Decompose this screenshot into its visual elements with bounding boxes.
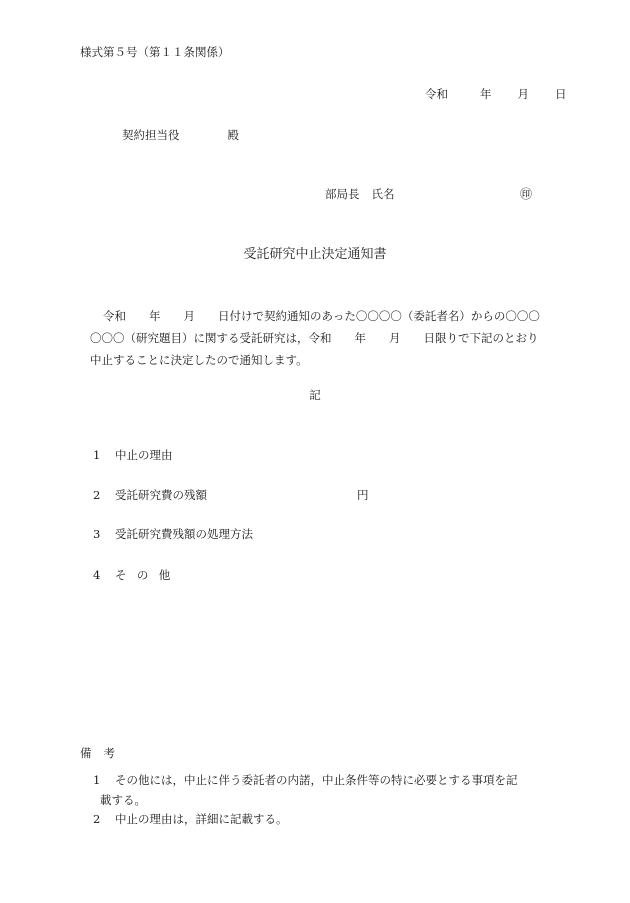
notes-heading-1: 備: [80, 746, 92, 760]
addressee: [122, 130, 239, 142]
item-number: 1: [93, 448, 101, 462]
date-era: 令和: [425, 87, 448, 101]
addressee-honorific: 殿: [227, 128, 239, 142]
note-item: [93, 770, 553, 790]
item-label: 受託研究費残額の処理方法: [115, 527, 253, 541]
body-line-2: 〇〇〇（研究題目）に関する受託研究は，令和 年 月 日限りで下記のとおり: [90, 331, 539, 345]
note-item-continuation: [100, 790, 146, 810]
list-item: [93, 450, 173, 462]
date-line: [425, 89, 567, 101]
list-item: [93, 490, 369, 502]
currency-unit: 円: [357, 488, 369, 502]
document-title: 受託研究中止決定通知書: [243, 247, 387, 262]
list-item: [93, 529, 253, 541]
note-text: 中止の理由は，詳細に記載する。: [115, 812, 288, 826]
form-number: 様式第５号（第１１条関係）: [80, 45, 230, 59]
date-year: 年: [480, 87, 492, 101]
list-item: [93, 570, 181, 582]
sender-title: 部局長: [325, 187, 360, 201]
item-label: その他: [115, 568, 181, 582]
body-line-1: 令和 年 月 日付けで契約通知のあった〇〇〇〇（委託者名）からの〇〇〇: [103, 309, 540, 323]
note-number: 1: [93, 773, 101, 787]
item-label: 中止の理由: [115, 448, 173, 462]
date-day: 日: [555, 87, 567, 101]
item-number: 2: [93, 488, 101, 502]
item-label: 受託研究費の残額: [115, 488, 207, 502]
body-line-3: 中止することに決定したので通知します。: [90, 353, 308, 367]
notes-heading: [80, 748, 115, 760]
item-number: 4: [93, 568, 101, 582]
note-text: その他には，中止に伴う委託者の内諾，中止条件等の特に必要とする事項を記: [115, 773, 518, 787]
notes-heading-2: 考: [103, 746, 115, 760]
note-item: [93, 809, 288, 829]
addressee-title: 契約担当役: [122, 128, 180, 142]
item-number: 3: [93, 527, 101, 541]
note-text-continued: 載する。: [100, 793, 146, 807]
body-paragraph: [90, 305, 560, 371]
note-number: 2: [93, 812, 101, 826]
sender: [325, 189, 395, 201]
sender-name-label: 氏名: [371, 187, 395, 201]
seal-mark: ㊞: [520, 187, 533, 201]
date-month: 月: [517, 87, 529, 101]
ki-heading: 記: [309, 388, 321, 402]
